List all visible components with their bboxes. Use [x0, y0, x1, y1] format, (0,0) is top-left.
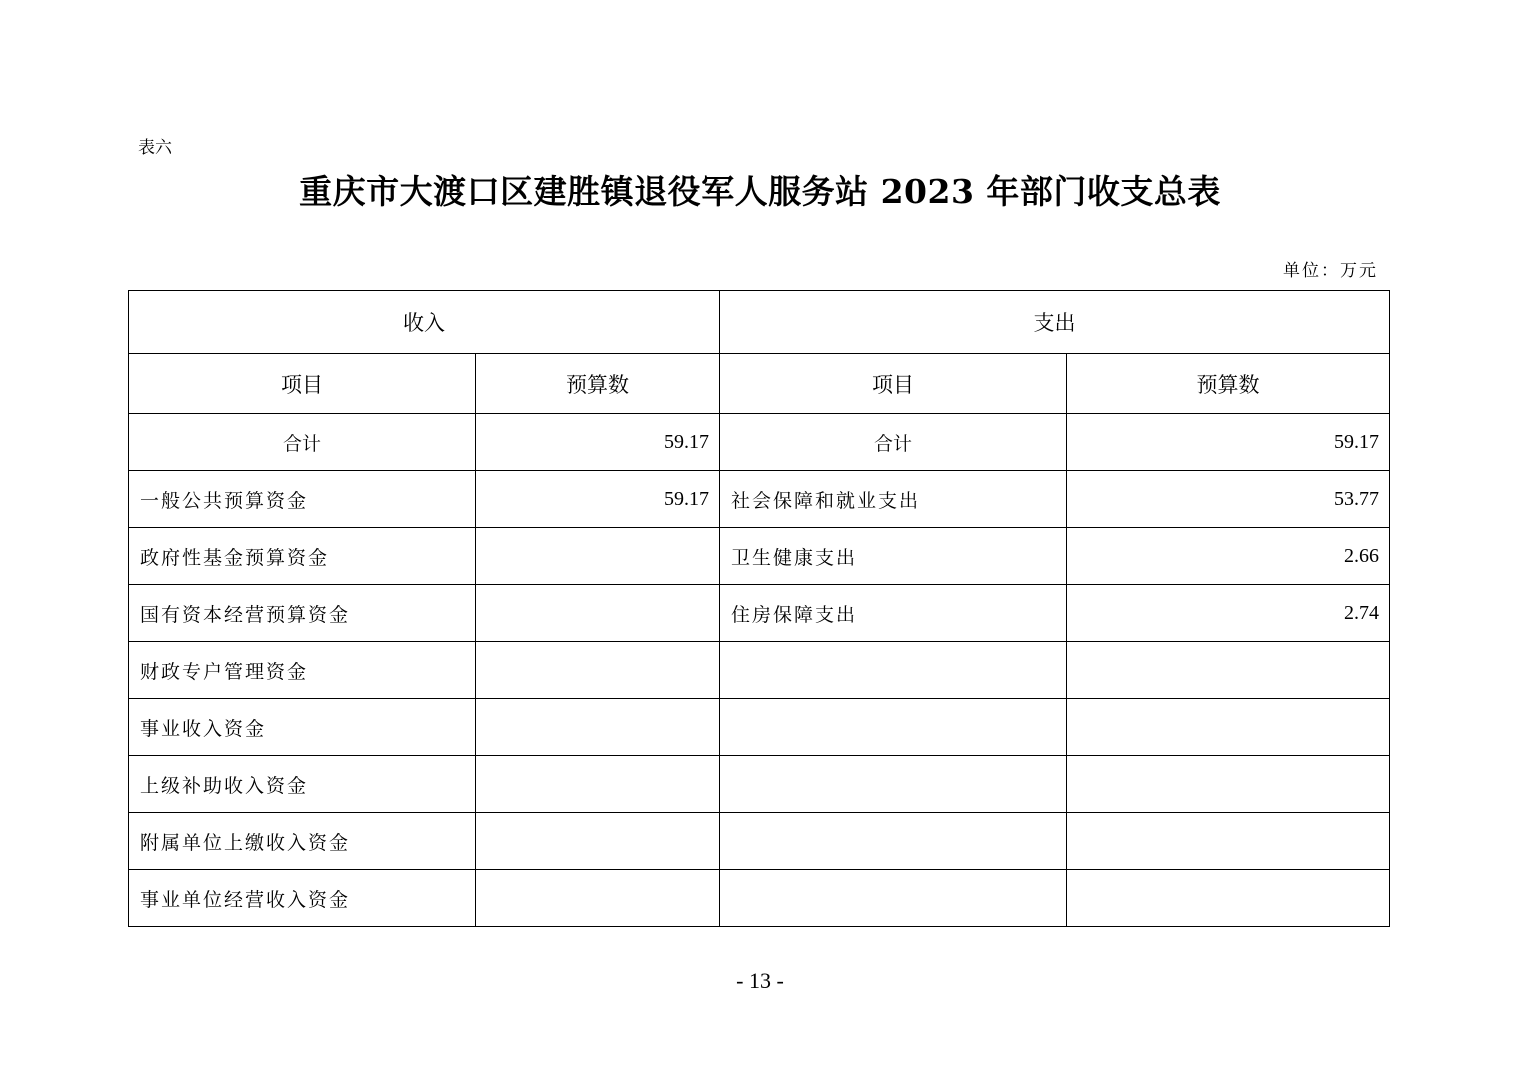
table-row	[129, 585, 1390, 642]
table-row	[129, 756, 1390, 813]
table-row	[129, 699, 1390, 756]
expense-item-header: 项目	[720, 354, 1067, 414]
expense-header: 支出	[720, 291, 1390, 354]
expense-amount-cell: 2.66	[1067, 528, 1390, 585]
income-budget-header: 预算数	[476, 354, 720, 414]
income-header: 收入	[129, 291, 720, 354]
expense-amount-cell	[1067, 699, 1390, 756]
income-amount-cell	[476, 699, 720, 756]
expense-amount-cell: 59.17	[1067, 414, 1390, 471]
expense-item-cell	[720, 870, 1067, 927]
table-row	[129, 813, 1390, 870]
income-amount-cell	[476, 813, 720, 870]
page-title: 重庆市大渡口区建胜镇退役军人服务站 2023 年部门收支总表	[299, 172, 1221, 211]
income-amount-cell: 59.17	[476, 471, 720, 528]
income-amount-cell	[476, 585, 720, 642]
expense-amount-cell: 53.77	[1067, 471, 1390, 528]
section-header-row	[129, 291, 1390, 354]
budget-summary-table	[128, 290, 1390, 927]
income-item-cell: 一般公共预算资金	[129, 471, 476, 528]
income-item-cell: 合计	[129, 414, 476, 471]
income-item-cell: 国有资本经营预算资金	[129, 585, 476, 642]
expense-amount-cell	[1067, 870, 1390, 927]
total-row	[129, 414, 1390, 471]
income-item-header: 项目	[129, 354, 476, 414]
expense-item-cell: 卫生健康支出	[720, 528, 1067, 585]
income-amount-cell	[476, 756, 720, 813]
expense-item-cell: 社会保障和就业支出	[720, 471, 1067, 528]
income-amount-cell	[476, 870, 720, 927]
income-item-cell: 事业单位经营收入资金	[129, 870, 476, 927]
table-row	[129, 471, 1390, 528]
expense-amount-cell	[1067, 813, 1390, 870]
income-item-cell: 事业收入资金	[129, 699, 476, 756]
expense-item-cell: 合计	[720, 414, 1067, 471]
income-amount-cell	[476, 528, 720, 585]
income-item-cell: 上级补助收入资金	[129, 756, 476, 813]
expense-item-cell	[720, 756, 1067, 813]
income-item-cell: 政府性基金预算资金	[129, 528, 476, 585]
expense-item-cell	[720, 813, 1067, 870]
expense-item-cell	[720, 642, 1067, 699]
page-number: - 13 -	[736, 968, 784, 993]
unit-label: 单位：万元	[1283, 261, 1378, 281]
table-label: 表六	[138, 138, 172, 158]
income-amount-cell: 59.17	[476, 414, 720, 471]
expense-amount-cell	[1067, 756, 1390, 813]
income-amount-cell	[476, 642, 720, 699]
expense-item-cell: 住房保障支出	[720, 585, 1067, 642]
table-row	[129, 642, 1390, 699]
column-header-row	[129, 354, 1390, 414]
table-row	[129, 870, 1390, 927]
expense-amount-cell	[1067, 642, 1390, 699]
table-row	[129, 528, 1390, 585]
income-item-cell: 附属单位上缴收入资金	[129, 813, 476, 870]
expense-amount-cell: 2.74	[1067, 585, 1390, 642]
income-item-cell: 财政专户管理资金	[129, 642, 476, 699]
expense-budget-header: 预算数	[1067, 354, 1390, 414]
expense-item-cell	[720, 699, 1067, 756]
